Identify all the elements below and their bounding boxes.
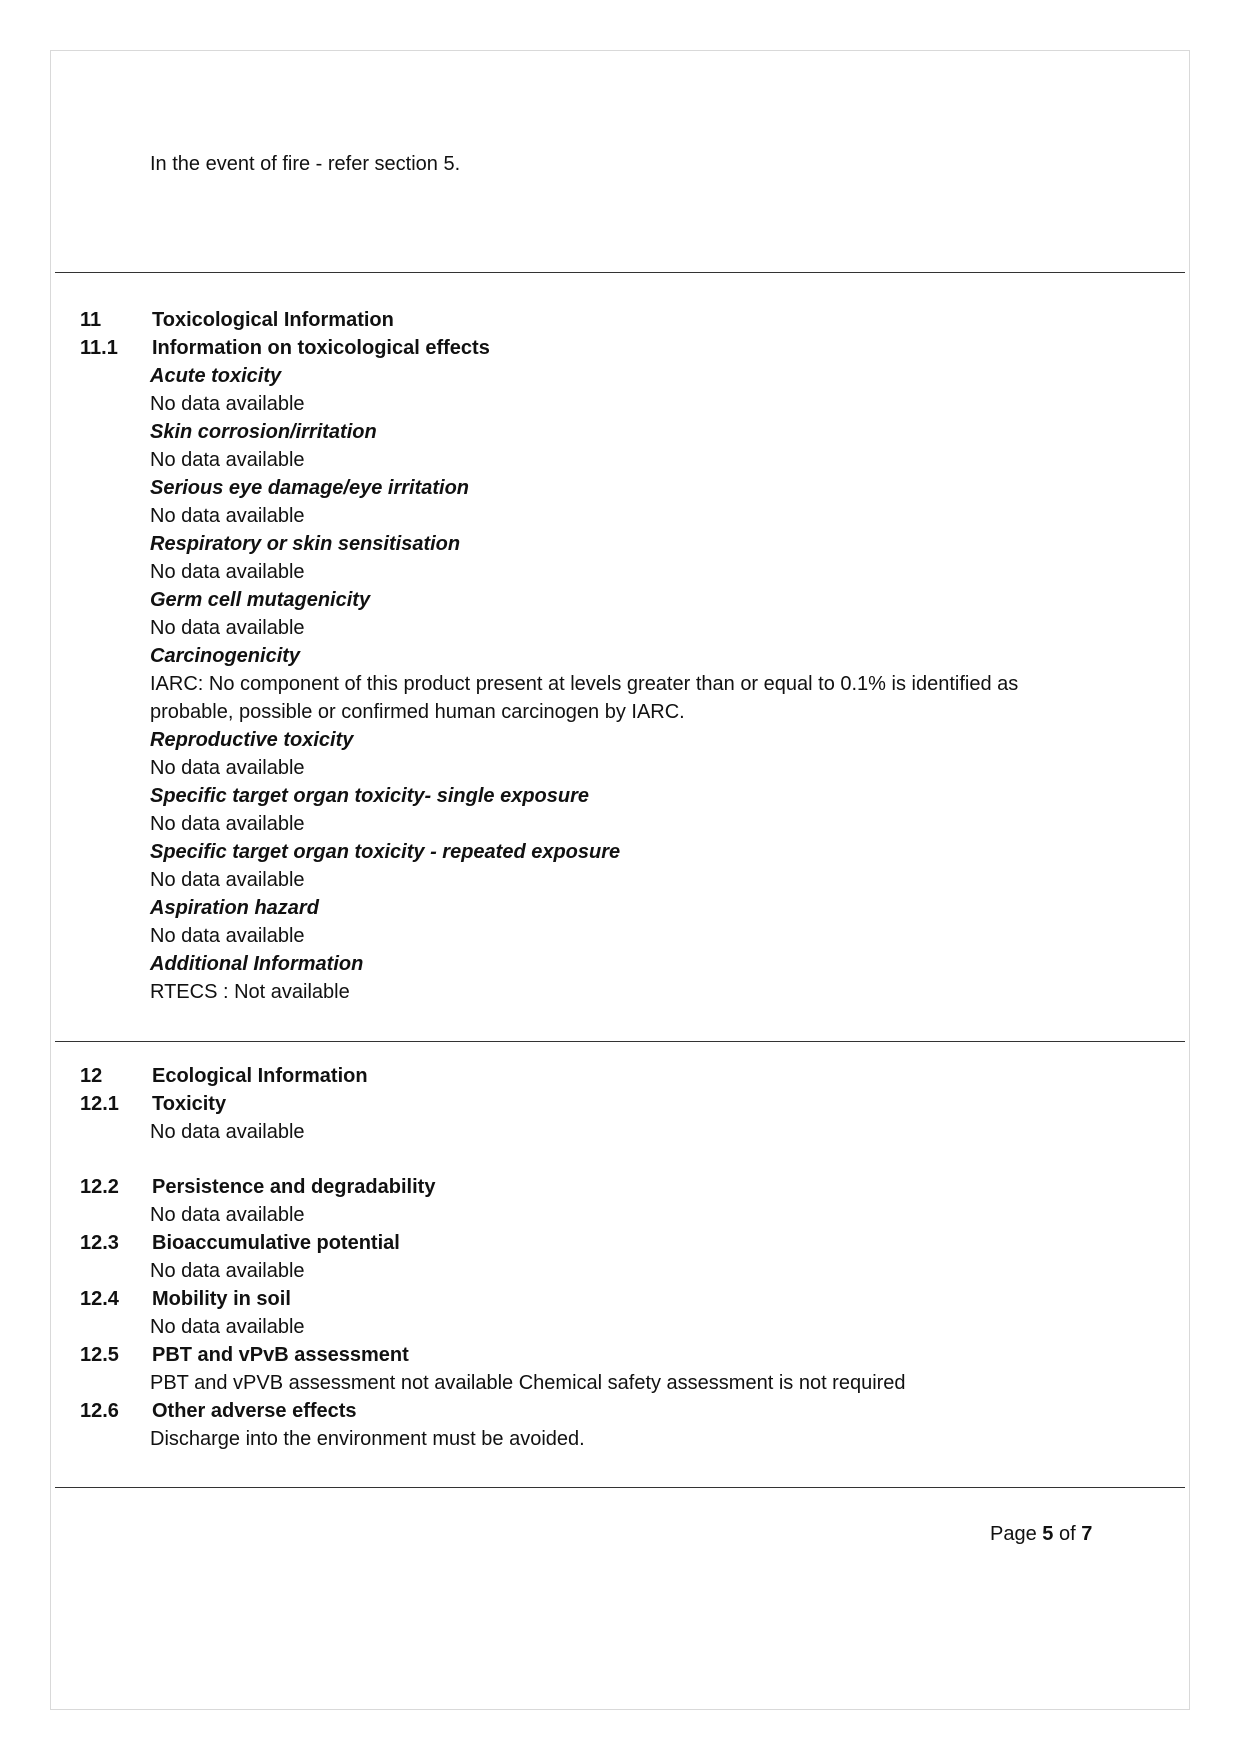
item-heading: Reproductive toxicity	[150, 729, 354, 751]
subsection-title: Bioaccumulative potential	[152, 1232, 400, 1254]
subsection-number: 12.5	[80, 1344, 119, 1366]
item-text: RTECS : Not available	[150, 981, 350, 1003]
section-number: 11	[80, 309, 102, 331]
section-divider	[55, 272, 1185, 273]
page-current: 5	[1042, 1523, 1054, 1545]
subsection-number: 12.4	[80, 1288, 119, 1310]
item-text: No data available	[150, 813, 305, 835]
item-heading: Serious eye damage/eye irritation	[150, 477, 470, 499]
item-text: No data available	[150, 869, 305, 891]
item-text: No data available	[150, 1121, 305, 1143]
subsection-title: Other adverse effects	[152, 1400, 357, 1422]
item-text: Discharge into the environment must be avoided.	[150, 1428, 585, 1450]
item-text: No data available	[150, 449, 305, 471]
subsection-number: 12.1	[80, 1093, 119, 1115]
item-text: No data available	[150, 757, 305, 779]
section-divider	[55, 1487, 1185, 1488]
item-heading: Specific target organ toxicity - repeated exposure	[150, 841, 621, 863]
item-heading: Acute toxicity	[150, 365, 282, 387]
item-text: No data available	[150, 1316, 305, 1338]
page-total: 7	[1081, 1523, 1093, 1545]
section-divider	[55, 1041, 1185, 1042]
item-text: No data available	[150, 617, 305, 639]
subsection-title: Mobility in soil	[152, 1288, 291, 1310]
subsection-number: 11.1	[80, 337, 118, 359]
section-title: Ecological Information	[152, 1065, 368, 1087]
item-text: PBT and vPVB assessment not available Chemical safety assessment is not required	[150, 1372, 906, 1394]
item-text: No data available	[150, 393, 305, 415]
section-number: 12	[80, 1065, 103, 1087]
item-heading: Specific target organ toxicity- single exposure	[150, 785, 590, 807]
subsection-title: Toxicity	[152, 1093, 227, 1115]
section-title: Toxicological Information	[152, 309, 394, 331]
subsection-number: 12.6	[80, 1400, 119, 1422]
item-text: IARC: No component of this product present at levels greater than or equal to 0.1% is identified as	[150, 673, 1019, 695]
item-text: No data available	[150, 505, 305, 527]
item-heading: Germ cell mutagenicity	[150, 589, 371, 611]
subsection-title: Information on toxicological effects	[152, 337, 490, 359]
item-text-continued: probable, possible or confirmed human carcinogen by IARC.	[150, 701, 685, 723]
item-text: No data available	[150, 561, 305, 583]
intro-text: In the event of fire - refer section 5.	[150, 153, 461, 175]
item-text: No data available	[150, 1204, 305, 1226]
page-number	[990, 1520, 1092, 1548]
item-text: No data available	[150, 925, 305, 947]
subsection-number: 12.2	[80, 1176, 119, 1198]
item-heading: Carcinogenicity	[150, 645, 301, 667]
item-heading: Additional Information	[150, 953, 364, 975]
page-prefix: Page	[990, 1523, 1037, 1545]
subsection-number: 12.3	[80, 1232, 119, 1254]
page-of: of	[1058, 1523, 1076, 1545]
item-heading: Respiratory or skin sensitisation	[150, 533, 461, 555]
item-heading: Aspiration hazard	[150, 897, 319, 919]
subsection-title: Persistence and degradability	[152, 1176, 436, 1198]
item-heading: Skin corrosion/irritation	[150, 421, 377, 443]
subsection-title: PBT and vPvB assessment	[152, 1344, 409, 1366]
item-text: No data available	[150, 1260, 305, 1282]
